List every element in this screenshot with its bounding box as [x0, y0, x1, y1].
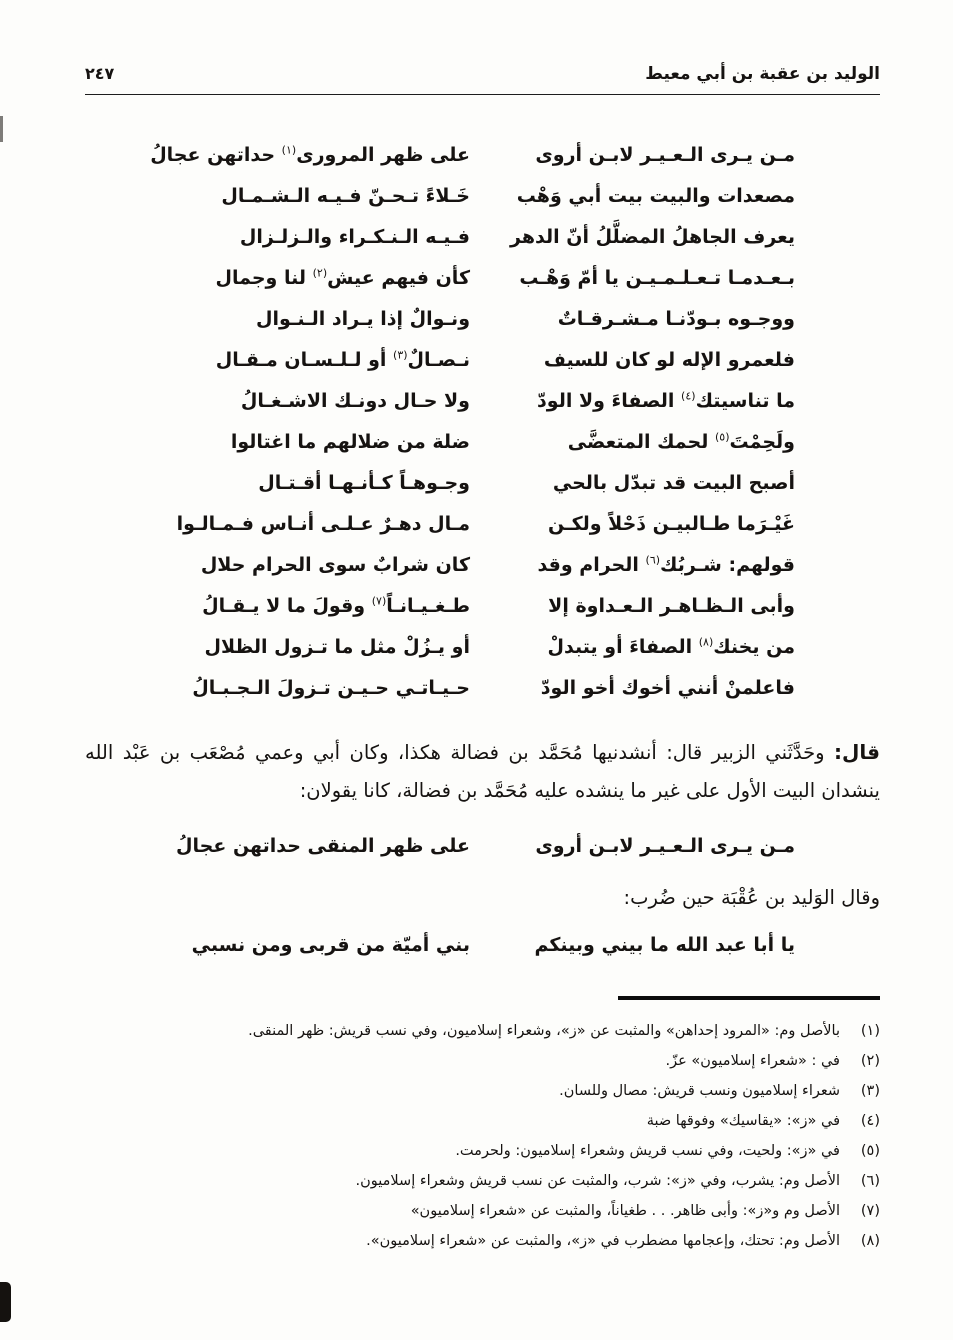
footnote-text: في «ز»: ولحيت، وفي نسب قريش وشعراء إسلاميون: ولحرمت.: [455, 1143, 840, 1159]
footnote: [85, 1166, 880, 1196]
header-title: الوليد بن عقبة بن أبي معيط: [645, 64, 880, 84]
hemistich-second: ونـوالٌ إذا يـراد الـنـوال: [256, 308, 470, 330]
hemistich-second: حـيـاتـي حـيـن تـزولَ الـجـبـالُ: [192, 677, 470, 699]
footnote-text: بالأصل وم: «المرود إحداهن» والمثبت عن «ز»، وشعراء إسلاميون، وفي نسب قريش: ظهر المنقى.: [248, 1023, 840, 1039]
verse-line: [170, 422, 795, 463]
footnote: [85, 1076, 880, 1106]
hemistich-first: ووجـوه بـودّنـا مـشـرقـاتٌ: [557, 308, 795, 330]
footnote-ref: (٣): [393, 348, 408, 362]
verse-line: [170, 299, 795, 340]
footnote-number: (٧): [860, 1203, 880, 1219]
hemistich-second: ولا حـال دونـك الاشـغـالُ: [240, 390, 470, 412]
footnote: [85, 1016, 880, 1046]
hemistich-first: غَيْـرَما طـالبيـن ذَحْلاً ولكـن: [547, 513, 795, 535]
footnote-ref: (٧): [371, 594, 387, 608]
hemistich-first: أصبح البيت قد تبدّل بالحي: [552, 472, 795, 494]
hemistich-second: كأن فيهم عيش$^{(٢)}$ لنا وجمال: [215, 266, 470, 289]
verse-line: [170, 668, 795, 709]
hemistich-second: خَـلاءً تـحـنّ فـيـه الـشـمـال: [221, 185, 470, 207]
hemistich-second: مـال دهـرٌ عـلـى أنـاس فـمـالـوا: [176, 513, 470, 535]
poem-main: [150, 135, 795, 709]
hemistich-second: طـغـيـانـاً$^{(٧)}$ وقولَ ما لا يـقـالُ: [202, 594, 470, 617]
page-content: [85, 135, 880, 966]
footnote-ref: (٨): [698, 635, 714, 649]
verse-line: [170, 545, 795, 586]
verse-line: [170, 381, 795, 422]
verse-line: [150, 135, 795, 176]
footnote-number: (٤): [860, 1113, 880, 1129]
hemistich-first: ما تناسيتك$^{(٤)}$ الصفاءَ ولا الودّ: [537, 389, 795, 412]
footnote: [85, 1136, 880, 1166]
footnote-number: (٣): [860, 1083, 880, 1099]
footnote-ref: (٥): [714, 430, 730, 444]
prose-text-2: وقال الوَليد بن عُقْبَة حين ضُرب:: [623, 886, 880, 909]
footnote-number: (٦): [860, 1173, 880, 1189]
footnote-ref: (٢): [312, 266, 328, 280]
footnote: [85, 1106, 880, 1136]
verse-line: [170, 258, 795, 299]
footnote-text: في : «شعراء إسلاميون» عزّ.: [665, 1053, 840, 1069]
footnote-number: (٢): [860, 1053, 880, 1069]
footnote: [85, 1196, 880, 1226]
footnote-text: شعراء إسلاميون ونسب قريش: مصال وللسان.: [559, 1083, 840, 1099]
footnote-list: [85, 1016, 880, 1256]
prose-lead: قال:: [834, 740, 880, 764]
footnotes-section: [85, 996, 880, 1256]
hemistich-first: بـعـدمـا تـعـلـمـيـن يا أمّ وَهْـب: [519, 267, 795, 289]
hemistich-first: يعرف الجاهلُ المضلَّلُ أنّ الدهر: [510, 226, 795, 248]
hemistich-first: مـن يـرى الـعـيـر لابـن أروى: [535, 835, 795, 857]
footnote-text: في «ز»: «يقاسيك» وفوقها ضبة: [646, 1113, 840, 1129]
footnote-number: (٥): [860, 1143, 880, 1159]
verse-line: [170, 504, 795, 545]
verse-line: [170, 627, 795, 668]
hemistich-first: مصعدات والبيت بيت أبي وَهْب: [516, 185, 795, 207]
footnote-number: (١): [860, 1023, 880, 1039]
prose-paragraph-1: [85, 733, 880, 810]
footnote: [85, 1046, 880, 1076]
hemistich-second: ضلة من ضلالهم ما اغتالوا: [230, 431, 470, 453]
footnote-separator-rule: [618, 996, 880, 1000]
footnote-text: الأصل وم: يشرب، وفي «ز»: شرب، والمثبت عن نسب قريش وشعراء إسلاميون.: [355, 1173, 840, 1189]
prose-paragraph-2: [85, 879, 880, 917]
hemistich-first: يا أبا عبد الله ما بيني وبينكم: [534, 934, 795, 956]
verse-line: [170, 176, 795, 217]
hemistich-first: فاعلمنْ أنني أخوك أخو الودّ: [540, 677, 795, 699]
hemistich-second: وجـوهـاً كـأنـهـا أقـتـال: [258, 472, 470, 494]
verse-line: [170, 925, 795, 966]
footnote-number: (٨): [860, 1233, 880, 1249]
hemistich-second: على ظهر المنقى حداتهن عجالُ: [176, 835, 470, 857]
poem-walid: [170, 925, 795, 966]
footnote: [85, 1226, 880, 1256]
hemistich-second: نـصـالٌ$^{(٣)}$ أو لـلـسـان مـقـال: [215, 348, 470, 371]
verse-line: [170, 217, 795, 258]
hemistich-second: كان شرابٌ سوى الحرام حلال: [200, 554, 470, 576]
verse-line: [170, 826, 795, 867]
hemistich-second: أو يـزُلْ مثل ما تـزول الظلال: [204, 636, 470, 658]
hemistich-first: وأبى الـظـاهـر الـعـداوة إلا: [548, 595, 795, 617]
hemistich-first: من يخنك$^{(٨)}$ الصفاءَ أو يتبدلْ: [547, 635, 795, 658]
footnote-ref: (٦): [645, 553, 661, 567]
scan-artifact: [0, 1282, 11, 1322]
hemistich-second: على ظهر المرورى$^{(١)}$ حداتهن عجالُ: [150, 143, 470, 166]
hemistich-first: قولهم: شـربُك$^{(٦)}$ الحرام وقد: [537, 553, 795, 576]
page-header: [85, 64, 880, 95]
hemistich-first: مـن يـرى الـعـيـر لابـن أروى: [535, 144, 795, 166]
verse-line: [170, 340, 795, 381]
verse-line: [170, 463, 795, 504]
hemistich-second: فـيـه الـنـكـراء والـزلـزال: [239, 226, 470, 248]
scan-artifact: [0, 116, 3, 142]
hemistich-first: ولَحِمْتَ$^{(٥)}$ لحمك المتعضَّى: [567, 430, 795, 453]
poem-variant: [170, 826, 795, 867]
footnote-ref: (٤): [681, 389, 696, 403]
page-number: ٢٤٧: [85, 64, 115, 83]
footnote-ref: (١): [281, 143, 297, 157]
footnote-text: الأصل وم: تحتك، وإعجامها مضطرب في «ز»، والمثبت عن «شعراء إسلاميون».: [366, 1233, 840, 1249]
footnote-text: الأصل وم و«ز»: وأبى ظاهر. . . طغياناً، والمثبت عن «شعراء إسلاميون»: [410, 1203, 840, 1219]
verse-line: [170, 586, 795, 627]
hemistich-second: بني أميّة من قربى ومن نسبي: [191, 934, 470, 956]
hemistich-first: فلعمرو الإله لو كان للسيف: [543, 349, 795, 371]
prose-text-1: وحَدَّثَني الزبير قال: أنشدنيها مُحَمَّد بن فضالة هكذا، وكان أبي وعمي مُصْعَب بن عَبْد الله ينشدان البيت الأول على غير ما ينشده عليه مُحَمَّد بن فضالة، كانا يقولان:: [85, 741, 880, 802]
